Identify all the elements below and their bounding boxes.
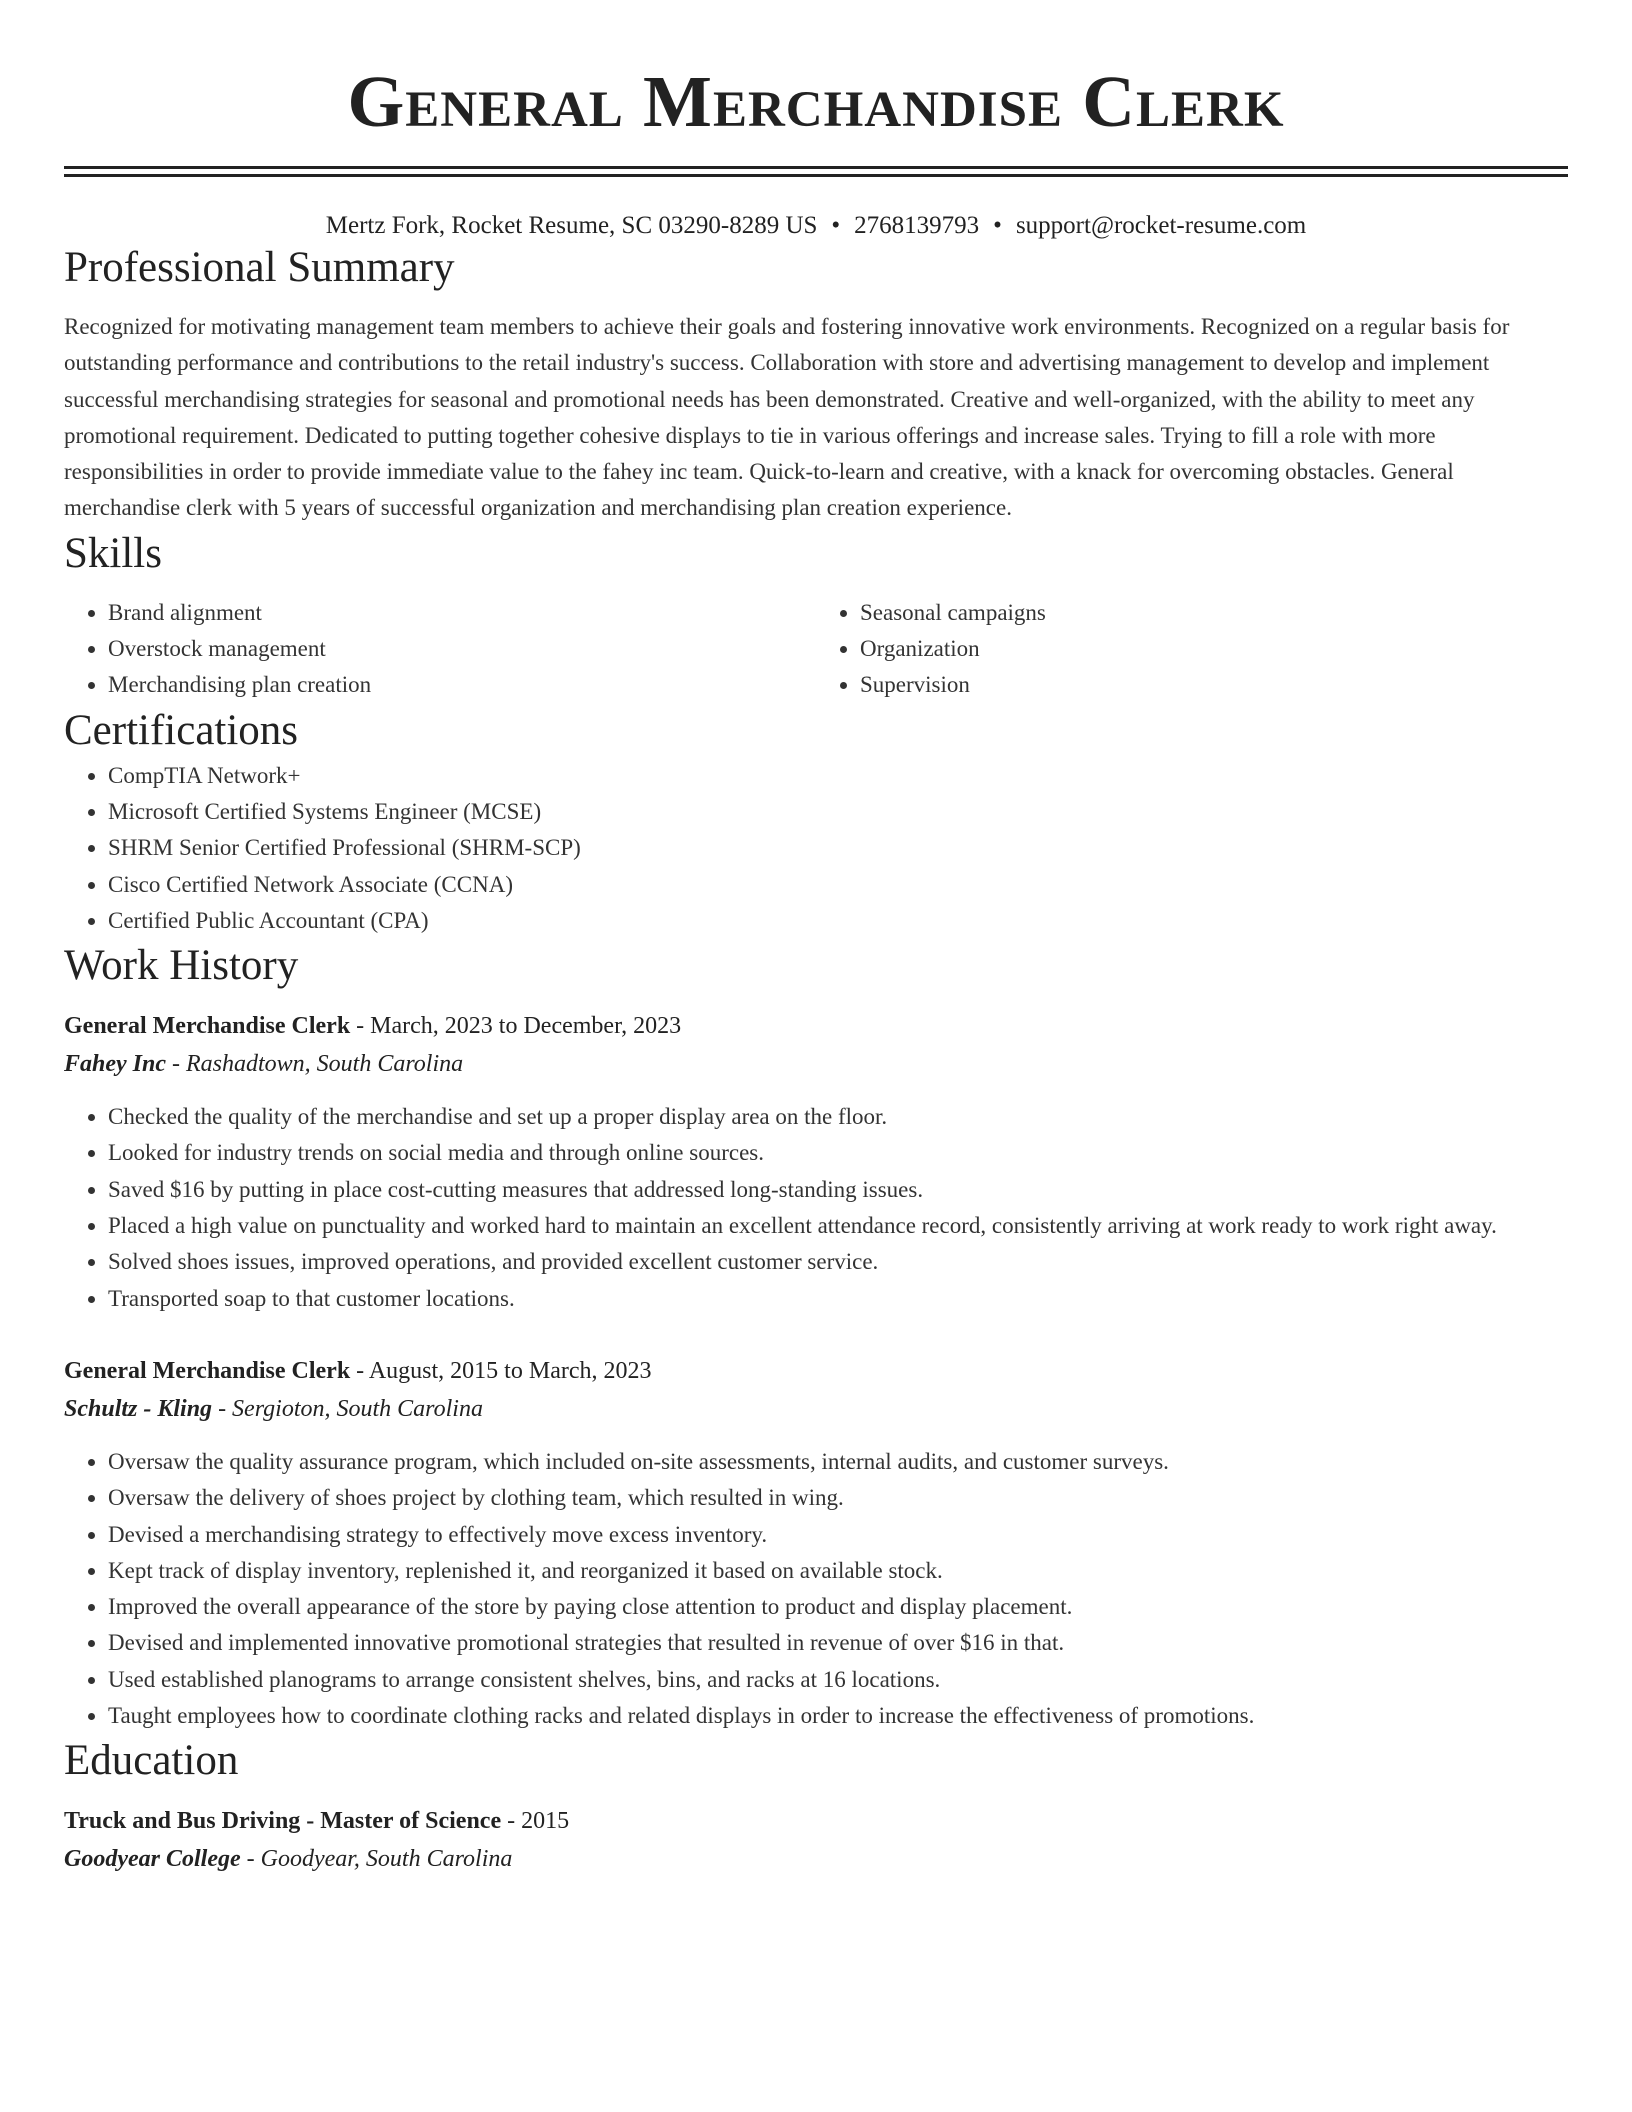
job-company: Schultz - Kling [64, 1395, 213, 1422]
skill-item: • Organization [860, 631, 1568, 667]
job-bullet: • Kept track of display inventory, replenished it, and reorganized it based on available stock. [108, 1553, 1568, 1589]
certification-item: • SHRM Senior Certified Professional (SHRM-SCP) [108, 830, 1568, 866]
job-entry [64, 1352, 1568, 1734]
job-dates: - March, 2023 to December, 2023 [350, 1013, 682, 1040]
job-bullet: • Solved shoes issues, improved operations, and provided excellent customer service. [108, 1244, 1568, 1280]
job-bullets [64, 1444, 1568, 1734]
job-company: Fahey Inc [64, 1051, 166, 1078]
skills-column-right [816, 595, 1568, 704]
education-school: Goodyear College [64, 1846, 241, 1873]
job-bullet: • Oversaw the delivery of shoes project by clothing team, which resulted in wing. [108, 1480, 1568, 1516]
job-entry [64, 1007, 1568, 1317]
separator-dot: • [993, 212, 1002, 239]
contact-address: Mertz Fork, Rocket Resume, SC 03290-8289 US [325, 212, 818, 239]
contact-line [64, 211, 1568, 241]
job-bullet: • Improved the overall appearance of the store by paying close attention to product and display placement. [108, 1589, 1568, 1625]
job-title-line [64, 1007, 1568, 1045]
skill-item: • Seasonal campaigns [860, 595, 1568, 631]
job-title-line [64, 1352, 1568, 1390]
contact-phone: 2768139793 [854, 212, 980, 239]
skill-item: • Merchandising plan creation [108, 667, 816, 703]
job-bullet: • Transported soap to that customer locations. [108, 1281, 1568, 1317]
job-bullet: • Checked the quality of the merchandise and set up a proper display area on the floor. [108, 1099, 1568, 1135]
education-degree: Truck and Bus Driving - Master of Science [64, 1808, 502, 1835]
certification-item: • Cisco Certified Network Associate (CCNA) [108, 867, 1568, 903]
section-heading-summary: Professional Summary [64, 244, 455, 291]
job-dates: - August, 2015 to March, 2023 [350, 1357, 652, 1384]
skills-list [64, 595, 1568, 704]
job-bullet: • Oversaw the quality assurance program, which included on-site assessments, internal audits, and customer surveys. [108, 1444, 1568, 1480]
education-year: - 2015 [501, 1808, 570, 1835]
separator-dot: • [831, 212, 841, 239]
job-bullet: • Taught employees how to coordinate clothing racks and related displays in order to increase the effectiveness of promotions. [108, 1698, 1568, 1734]
summary-text: Recognized for motivating management team members to achieve their goals and fostering innovative work environments. Recognized on a regular basis for outstanding performance and contributions to the retail industry's success. Collaboration with store and advertising management to develop and implement successful merchandising strategies for seasonal and promotional needs has been demonstrated. Creative and well-organized, with the ability to meet any promotional requirement. Dedicated to putting together cohesive displays to tie in various offerings and increase sales. Trying to fill a role with more responsibilities in order to provide immediate value to the fahey inc team. Quick-to-learn and creative, with a knack for overcoming obstacles. General merchandise clerk with 5 years of successful organization and merchandising plan creation experience. [64, 314, 1510, 521]
section-heading-certifications: Certifications [64, 706, 299, 754]
certifications-list [64, 758, 1568, 939]
job-bullet: • Placed a high value on punctuality and worked hard to maintain an excellent attendance record, consistently arriving at work ready to work right away. [108, 1208, 1568, 1244]
job-bullet: • Devised and implemented innovative promotional strategies that resulted in revenue of over $16 in that. [108, 1625, 1568, 1661]
section-heading-work-history: Work History [64, 942, 299, 990]
job-location: - Rashadtown, South Carolina [166, 1051, 464, 1078]
job-title: General Merchandise Clerk [64, 1013, 351, 1040]
job-title: General Merchandise Clerk [64, 1357, 351, 1384]
job-location: - Sergioton, South Carolina [212, 1395, 483, 1422]
section-heading-skills: Skills [64, 529, 162, 577]
job-company-line [64, 1390, 1568, 1428]
education-location: - Goodyear, South Carolina [240, 1846, 513, 1873]
job-bullet: • Used established planograms to arrange consistent shelves, bins, and racks at 16 locations. [108, 1662, 1568, 1698]
education-school-line [64, 1840, 1568, 1878]
education-degree-line [64, 1802, 1568, 1840]
skill-item: • Brand alignment [108, 595, 816, 631]
title-divider [64, 166, 1568, 177]
job-company-line [64, 1045, 1568, 1083]
contact-email: support@rocket-resume.com [1015, 212, 1307, 239]
job-bullet: • Looked for industry trends on social media and through online sources. [108, 1135, 1568, 1171]
certification-item: • CompTIA Network+ [108, 758, 1568, 794]
page-title: General Merchandise Clerk [347, 61, 1285, 142]
certification-item: • Certified Public Accountant (CPA) [108, 903, 1568, 939]
job-bullets [64, 1099, 1568, 1317]
education-entry [64, 1802, 1568, 1878]
job-bullet: • Devised a merchandising strategy to effectively move excess inventory. [108, 1517, 1568, 1553]
certification-item: • Microsoft Certified Systems Engineer (MCSE) [108, 794, 1568, 830]
job-bullet: • Saved $16 by putting in place cost-cutting measures that addressed long-standing issues. [108, 1172, 1568, 1208]
skills-column-left [64, 595, 816, 704]
section-heading-education: Education [64, 1737, 239, 1785]
skill-item: • Supervision [860, 667, 1568, 703]
skill-item: • Overstock management [108, 631, 816, 667]
